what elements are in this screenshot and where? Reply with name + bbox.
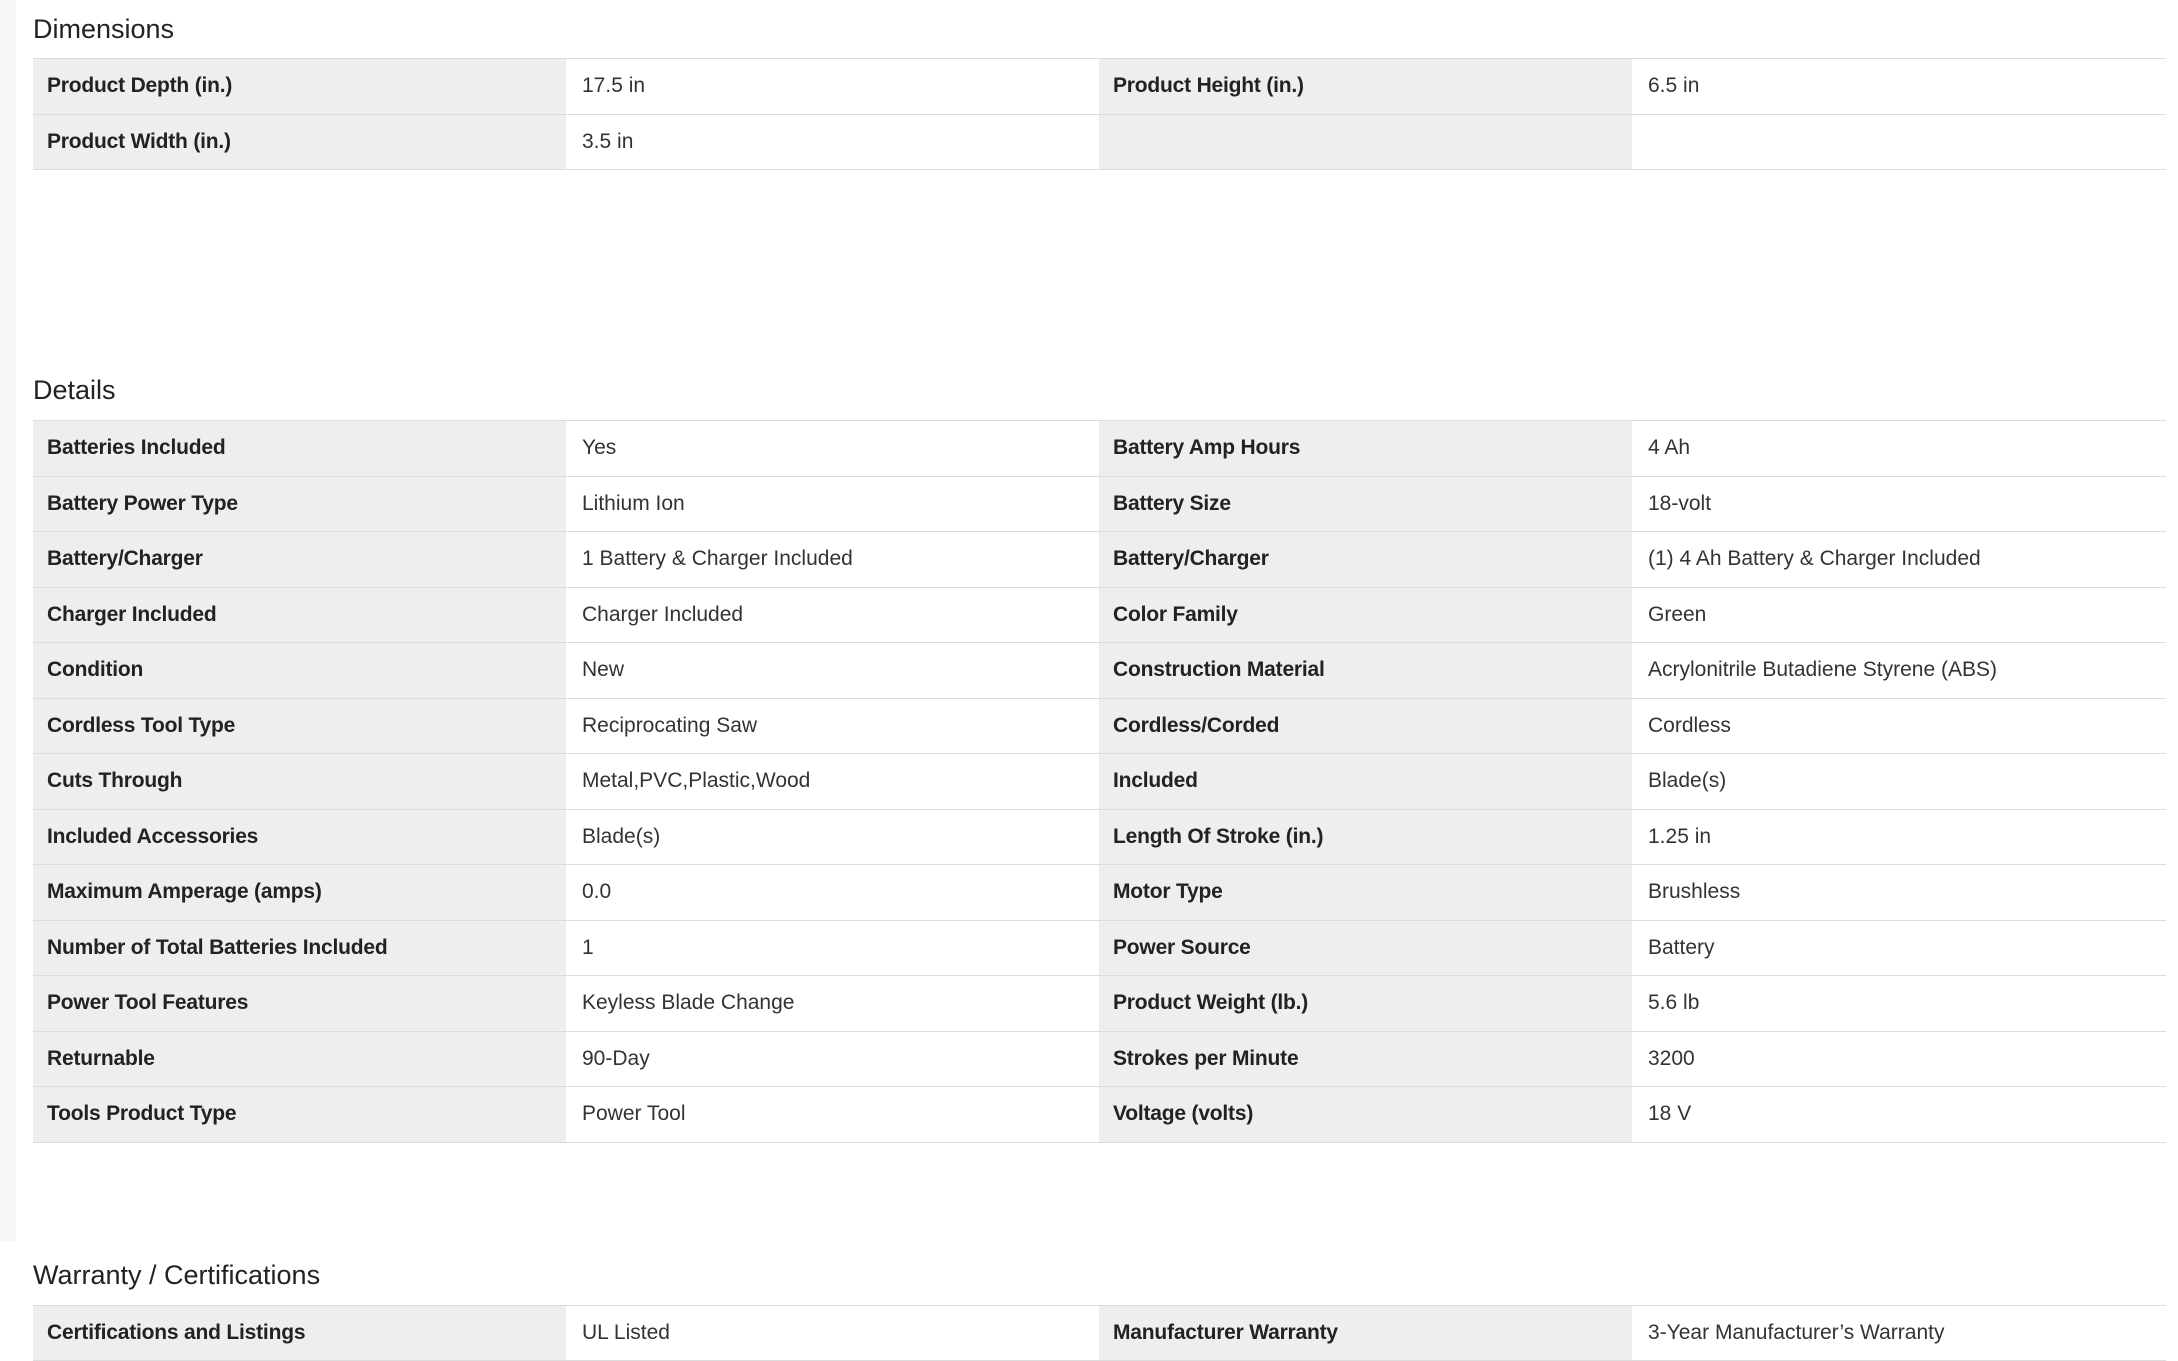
dimensions-table — [33, 58, 2166, 170]
spec-value: Lithium Ion — [566, 477, 1099, 532]
spec-label: Maximum Amperage (amps) — [33, 865, 566, 920]
spec-value: 3.5 in — [566, 115, 1099, 170]
section-title-dimensions: Dimensions — [33, 0, 2166, 58]
spec-value: 17.5 in — [566, 59, 1099, 114]
spec-row — [33, 532, 2166, 588]
spec-label: Certifications and Listings — [33, 1306, 566, 1361]
spec-value: 18-volt — [1632, 477, 2165, 532]
spec-label: Battery Amp Hours — [1099, 421, 1632, 476]
spec-row — [33, 976, 2166, 1032]
section-title-details: Details — [33, 360, 2166, 420]
spec-label: Construction Material — [1099, 643, 1632, 698]
spec-value: 6.5 in — [1632, 59, 2165, 114]
spec-label: Number of Total Batteries Included — [33, 921, 566, 976]
spec-label: Battery/Charger — [33, 532, 566, 587]
spec-label — [1099, 115, 1632, 170]
spec-row — [33, 699, 2166, 755]
spec-value: Reciprocating Saw — [566, 699, 1099, 754]
spec-value: 0.0 — [566, 865, 1099, 920]
spec-label: Batteries Included — [33, 421, 566, 476]
spec-value: Keyless Blade Change — [566, 976, 1099, 1031]
spec-row — [33, 421, 2166, 477]
spec-value: Metal,PVC,Plastic,Wood — [566, 754, 1099, 809]
spec-label: Tools Product Type — [33, 1087, 566, 1142]
spec-label: Battery Size — [1099, 477, 1632, 532]
spec-value: (1) 4 Ah Battery & Charger Included — [1632, 532, 2165, 587]
spec-row — [33, 115, 2166, 171]
spec-value: Brushless — [1632, 865, 2165, 920]
spec-row — [33, 643, 2166, 699]
spec-value: 3200 — [1632, 1032, 2165, 1087]
spec-row — [33, 865, 2166, 921]
spec-value: 3-Year Manufacturer’s Warranty — [1632, 1306, 2165, 1361]
spec-value: Acrylonitrile Butadiene Styrene (ABS) — [1632, 643, 2165, 698]
spec-value: Green — [1632, 588, 2165, 643]
spec-row — [33, 59, 2166, 115]
specifications-content — [33, 0, 2166, 1361]
spec-label: Condition — [33, 643, 566, 698]
spec-label: Product Height (in.) — [1099, 59, 1632, 114]
spec-label: Length Of Stroke (in.) — [1099, 810, 1632, 865]
spec-row — [33, 754, 2166, 810]
spec-row — [33, 810, 2166, 866]
left-gutter — [0, 0, 16, 1241]
spec-label: Product Weight (lb.) — [1099, 976, 1632, 1031]
spec-value: Cordless — [1632, 699, 2165, 754]
spec-label: Cuts Through — [33, 754, 566, 809]
spec-row — [33, 1032, 2166, 1088]
spec-label: Power Tool Features — [33, 976, 566, 1031]
section-title-warranty: Warranty / Certifications — [33, 1245, 2166, 1305]
spec-value: 5.6 lb — [1632, 976, 2165, 1031]
spec-label: Strokes per Minute — [1099, 1032, 1632, 1087]
spec-value: Blade(s) — [1632, 754, 2165, 809]
warranty-section — [33, 1245, 2166, 1361]
spec-label: Power Source — [1099, 921, 1632, 976]
spec-value: Power Tool — [566, 1087, 1099, 1142]
spec-value: 1 — [566, 921, 1099, 976]
details-table — [33, 420, 2166, 1143]
spec-value: Blade(s) — [566, 810, 1099, 865]
spec-row — [33, 477, 2166, 533]
spec-value: 4 Ah — [1632, 421, 2165, 476]
spec-label: Battery Power Type — [33, 477, 566, 532]
spec-value: 1.25 in — [1632, 810, 2165, 865]
spec-label: Color Family — [1099, 588, 1632, 643]
spec-value: Charger Included — [566, 588, 1099, 643]
spec-row — [33, 921, 2166, 977]
spec-label: Motor Type — [1099, 865, 1632, 920]
spec-label: Included Accessories — [33, 810, 566, 865]
spec-label: Cordless Tool Type — [33, 699, 566, 754]
spec-label: Product Width (in.) — [33, 115, 566, 170]
spec-value — [1632, 115, 2165, 170]
spec-label: Cordless/Corded — [1099, 699, 1632, 754]
spec-value: UL Listed — [566, 1306, 1099, 1361]
spec-row — [33, 1306, 2166, 1361]
spec-value: Battery — [1632, 921, 2165, 976]
details-section — [33, 360, 2166, 1143]
spec-label: Returnable — [33, 1032, 566, 1087]
spec-label: Manufacturer Warranty — [1099, 1306, 1632, 1361]
spec-label: Charger Included — [33, 588, 566, 643]
spec-value: 90-Day — [566, 1032, 1099, 1087]
spec-value: Yes — [566, 421, 1099, 476]
warranty-table — [33, 1305, 2166, 1361]
spec-value: New — [566, 643, 1099, 698]
spec-label: Voltage (volts) — [1099, 1087, 1632, 1142]
spec-value: 1 Battery & Charger Included — [566, 532, 1099, 587]
spec-value: 18 V — [1632, 1087, 2165, 1142]
spec-label: Product Depth (in.) — [33, 59, 566, 114]
dimensions-section — [33, 0, 2166, 170]
spec-row — [33, 588, 2166, 644]
spec-label: Battery/Charger — [1099, 532, 1632, 587]
spec-label: Included — [1099, 754, 1632, 809]
spec-row — [33, 1087, 2166, 1143]
